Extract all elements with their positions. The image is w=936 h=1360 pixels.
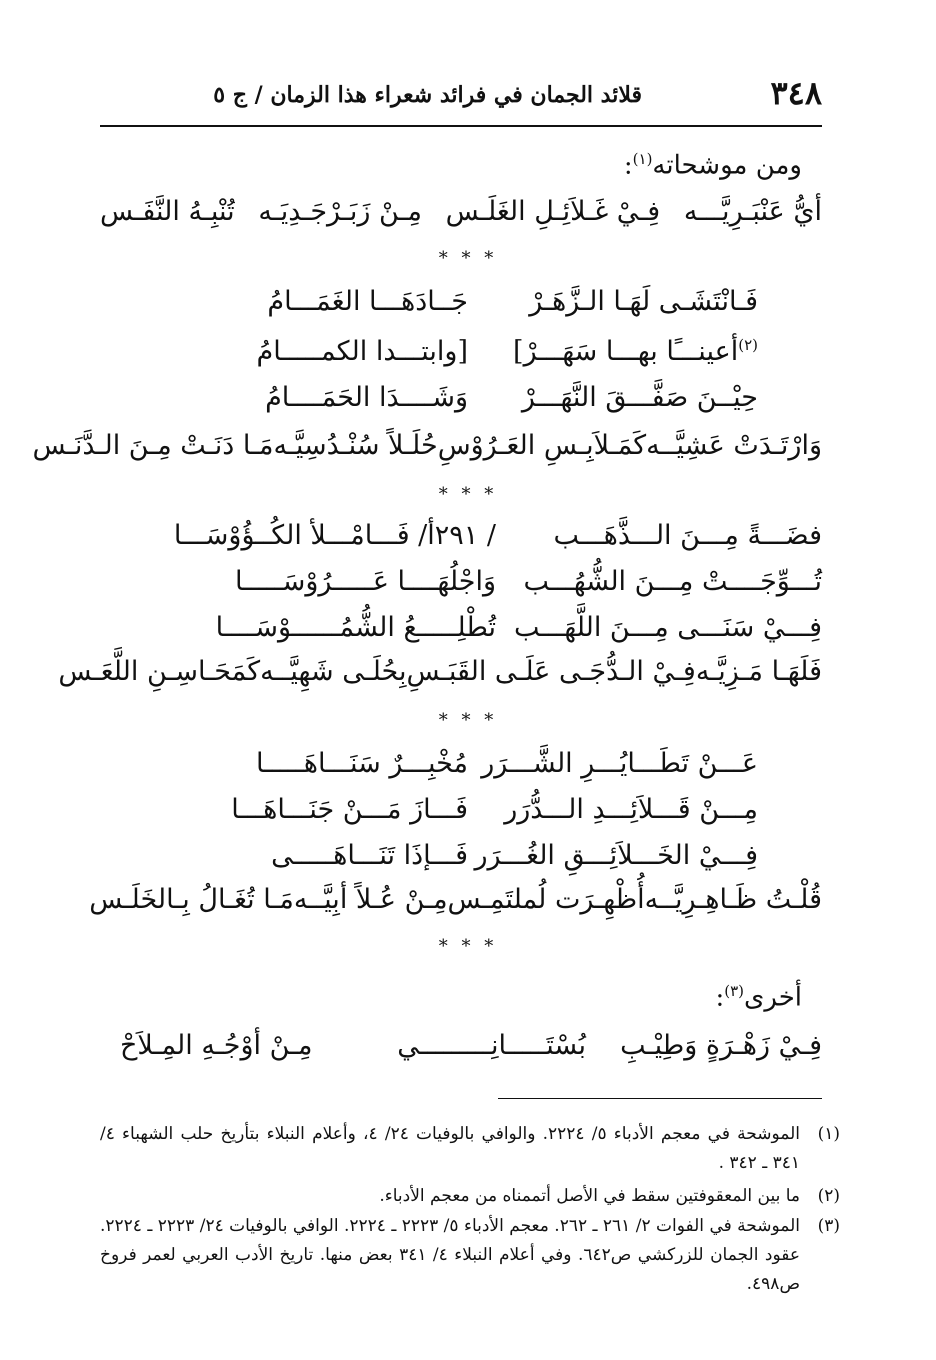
hemistich: مِـــنْ قَـــلاَئِـــدِ الـــدُّرَر — [504, 794, 758, 825]
hemistich: وَاجْلُهَــــا عَـــــرُوْسَـــــا — [234, 566, 496, 597]
footnote-separator — [498, 1098, 822, 1099]
footnote-number: (٢) — [817, 1186, 840, 1206]
footnote-text: ما بين المعقوفتين سقط في الأصل أتممناه من معجم الأدباء. — [379, 1186, 800, 1206]
hemistich: فِـــيْ سَنَـــى مِـــنَ اللَّهَـــب — [514, 612, 822, 643]
section-separator: * * * — [438, 484, 498, 505]
footnote — [100, 1182, 840, 1211]
running-title: قلائد الجمان في فرائد شعراء هذا الزمان / ج ٥ — [213, 82, 642, 108]
hemistich: وَشَــــدَا الحَمَــــامُ — [265, 382, 468, 413]
intro-muwashshah: ومن موشحاته$^{(١)}$: — [623, 150, 802, 181]
hemistich: فضَـــةً مِـــنَ الـــذَّهَـــب — [553, 520, 822, 551]
hemistich: حِيْــنَ صَفَّـــقَ النَّهَـــرْ — [521, 382, 758, 413]
footnote-ref: (١) — [632, 150, 653, 168]
hemistich: تُـــوِّجَــــتْ مِـــنَ الشُّهُـــب — [523, 566, 822, 597]
header-rule — [100, 125, 822, 127]
footnote-number: (٣) — [817, 1216, 840, 1236]
section-separator: * * * — [438, 710, 498, 731]
verse-segment: بُسْتَـــــانِـــــــــي — [397, 1030, 586, 1061]
intro-another: أخرى$^{(٣)}$: — [715, 982, 802, 1013]
section-separator: * * * — [438, 248, 498, 269]
hemistich: فَـــإذَا تَنَـــاهَـــــى — [271, 840, 468, 871]
verse-line: أيُّ عَنْبَـرِيَّـــه فِـيْ غَـلاَئِـلِ الغَلَـس مِـنْ زَبَـرْجَـدِيَـه تُنْبِـهُ النَّفَـس — [100, 196, 822, 227]
hemistich: مُخْبِـــرٌ سَنَـــاهَـــــا — [256, 748, 468, 779]
footnote-ref: (٢) — [738, 336, 758, 354]
page-number: ٣٤٨ — [770, 74, 822, 112]
footnote-text: الموشحة في الفوات ٢/ ٢٦١ ـ ٢٦٢. معجم الأدباء ٥/ ٢٢٢٣ ـ ٢٢٢٤. الوافي بالوفيات ٢٤/ ٢٢٢٣ ـ ٢٢٢٤. عقود الجمان للزركشي ص٦٤٢. وفي أعلام النبلاء ٤/ ٣٤١ بعض منها. تاريخ الأدب العربي لعمر فروخ ص٤٩٨. — [100, 1216, 801, 1294]
section-separator: * * * — [438, 936, 498, 957]
verse-line: وَارْتَـدَتْ عَشِيَّــه كَمَـلاَبِـسِ العَـرُوْسِ حُلَـلاً سُنْـدُسِيَّـه مَـا دَنَـتْ مِـنَ الـدَّنَـس — [32, 430, 822, 461]
hemistich: [وابتـــدا الكمـــــامُ — [256, 336, 468, 367]
hemistich: جَــادَهَـــا الغَمَـــامُ — [267, 286, 468, 317]
footnote-number: (١) — [817, 1124, 840, 1144]
hemistich: تُطْلِـــــعُ الشُّمُــــــوْسَــــا — [215, 612, 496, 643]
verse-line: فَلَهَـا مَـزِيَّـه فِـيْ الـدُّجَـى عَلَـى القَبَـسِ بِحُلَـى شَهِيَّــه كَمَحَـاسِـنِ اللَّعَـس — [58, 656, 822, 687]
hemistich: فَـانْتَشَـى لَهَـا الـزَّهَـرْ — [529, 286, 758, 317]
hemistich: عَـــنْ تَطَـــايُـــرِ الشَّـــرَر — [481, 748, 758, 779]
footnote — [100, 1120, 840, 1178]
page-header — [100, 74, 822, 114]
hemistich: $^{(٢)}$أعينـــًا بهـــا سَهَـــرْ] — [513, 336, 758, 367]
footnote — [100, 1212, 840, 1299]
hemistich: فِـــيْ الخَـــلاَئِـــقِ الغُـــرَر — [474, 840, 758, 871]
verse-segment: مِـنْ أوْجُـهِ المِـلاَحْ — [120, 1030, 313, 1061]
verse-line: قُلْـتُ ظَـاهِـرِيَّــه أُظْهِـرَت لُملتَمِـس مِـنْ عُـلاً أبِيَّــه مَـا تُغَـالُ بِـالخَلَـس — [89, 884, 822, 915]
hemistich: / ٢٩١أ/ فَـــامْـــلأ الكُــؤُوْسَـــا — [173, 520, 496, 551]
footnote-text: الموشحة في معجم الأدباء ٥/ ٢٢٢٤. والوافي بالوفيات ٢٤/ ٤، وأعلام النبلاء بتأريخ حلب الشهباء ٤/ ٣٤١ ـ ٣٤٢ . — [100, 1124, 800, 1173]
hemistich: فَـــازَ مَـــنْ جَنَـــاهَـــا — [231, 794, 468, 825]
footnote-ref: (٣) — [724, 982, 744, 1000]
verse-segment: فِـيْ زَهْـرَةٍ وَطِيْـبِ — [620, 1030, 822, 1061]
